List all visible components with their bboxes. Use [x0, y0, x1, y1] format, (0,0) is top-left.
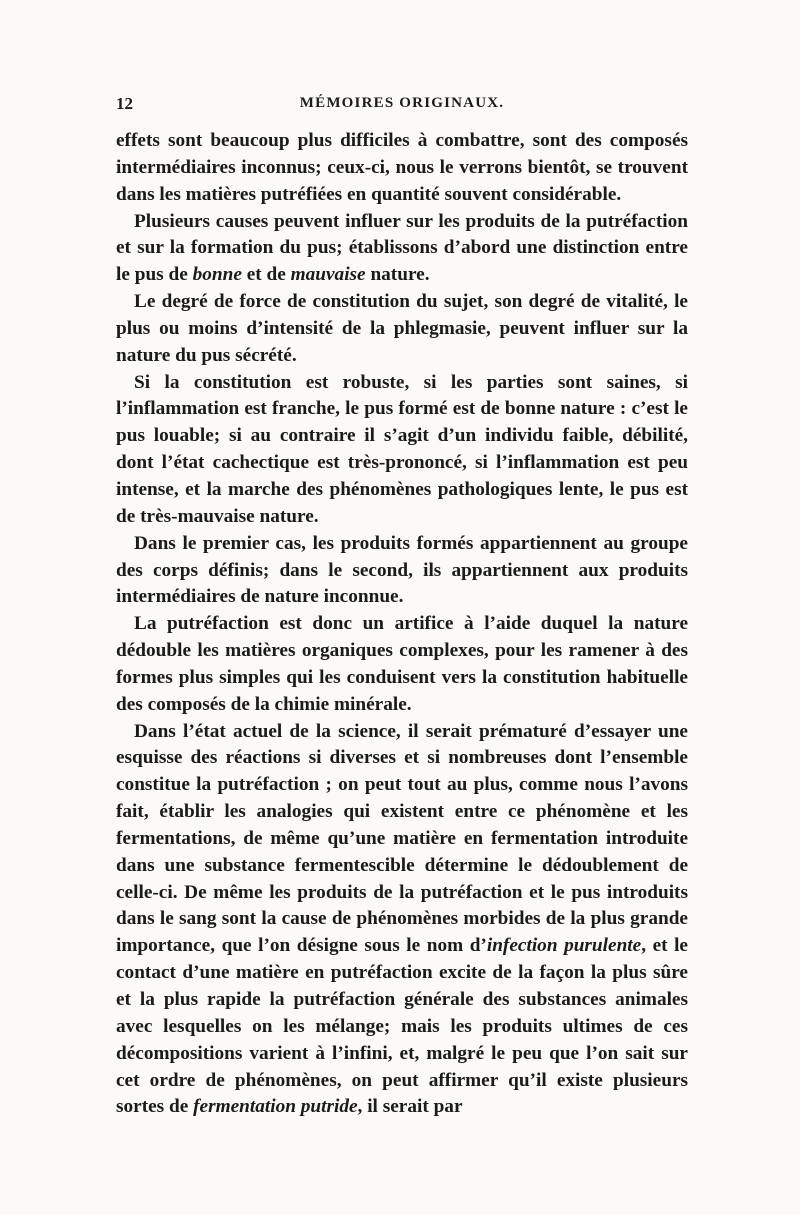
italic-text: fermentation putride [193, 1096, 358, 1118]
text-segment: nature. [365, 264, 430, 286]
paragraph [116, 209, 688, 290]
text-segment: Dans le premier cas, les produits formés appartiennent au groupe des corps définis; dans le second, ils appartiennent aux produits intermédiaires de nature inconnue. [116, 532, 688, 608]
body-text [116, 128, 688, 1121]
text-segment: et de [241, 264, 291, 286]
page-number: 12 [116, 94, 133, 113]
text-segment: Dans l’état actuel de la science, il serait prématuré d’essayer une esquisse des réactions si diverses et si nombreuses dont l’ensemble constitue la putréfaction ; on peut tout au plus, comme nous l’avons fait, établir les analogies qui existent entre ce phénomène et les fermentations, de même qu’une matière en fermentation introduite dans une substance fermentescible détermine le dédoublement de celle-ci. De même les produits de la putréfaction et le pus introduits dans le sang sont la cause de phénomènes morbides de la plus grande importance, que l’on désigne sous le nom d’ [116, 720, 688, 957]
text-segment: , il serait par [357, 1096, 463, 1118]
text-segment: Si la constitution est robuste, si les parties sont saines, si l’inflammation est franche, le pus formé est de bonne nature : c’est le pus louable; si au contraire il s’agit d’un individu faible, débilité, dont l’état cachectique est très-prononcé, si l’inflammation est peu intense, et la marche des phénomènes pathologiques lente, le pus est de très-mauvaise nature. [116, 371, 688, 527]
paragraph [116, 128, 688, 209]
text-segment: Plusieurs causes peuvent influer sur les produits de la putréfaction et sur la formation du pus; établissons d’abord une distinction entre le pus de [116, 210, 688, 286]
paragraph [116, 370, 688, 531]
paragraph [116, 611, 688, 718]
text-segment: , et le contact d’une matière en putréfaction excite de la façon la plus sûre et la plus rapide la putréfaction générale des substances animales avec lesquelles on les mélange; mais les produits ultimes de ces décompositions varient à l’infini, et, malgré le peu que l’on sait sur cet ordre de phénomènes, on peut affirmer qu’il existe plusieurs sortes de [116, 935, 688, 1118]
text-segment: La putréfaction est donc un artifice à l’aide duquel la nature dédouble les matières organiques complexes, pour les ramener à des formes plus simples qui les conduisent vers la constitution habituelle des composés de la chimie minérale. [116, 613, 688, 715]
italic-text: mauvaise [290, 264, 366, 286]
italic-text: infection purulente [486, 935, 642, 957]
paragraph [116, 531, 688, 612]
text-segment: effets sont beaucoup plus difficiles à combattre, sont des composés intermédiaires inconnus; ceux-ci, nous le verrons bientôt, se trouvent dans les matières putréfiées en quantité souvent considérable. [116, 130, 688, 205]
text-segment: Le degré de force de constitution du sujet, son degré de vitalité, le plus ou moins d’intensité de la phlegmasie, peuvent influer sur la nature du pus sécrété. [116, 291, 688, 366]
paragraph [116, 719, 688, 1122]
page-header [116, 94, 688, 122]
paragraph [116, 289, 688, 370]
running-title: MÉMOIRES ORIGINAUX. [299, 95, 505, 111]
italic-text: bonne [192, 264, 242, 286]
